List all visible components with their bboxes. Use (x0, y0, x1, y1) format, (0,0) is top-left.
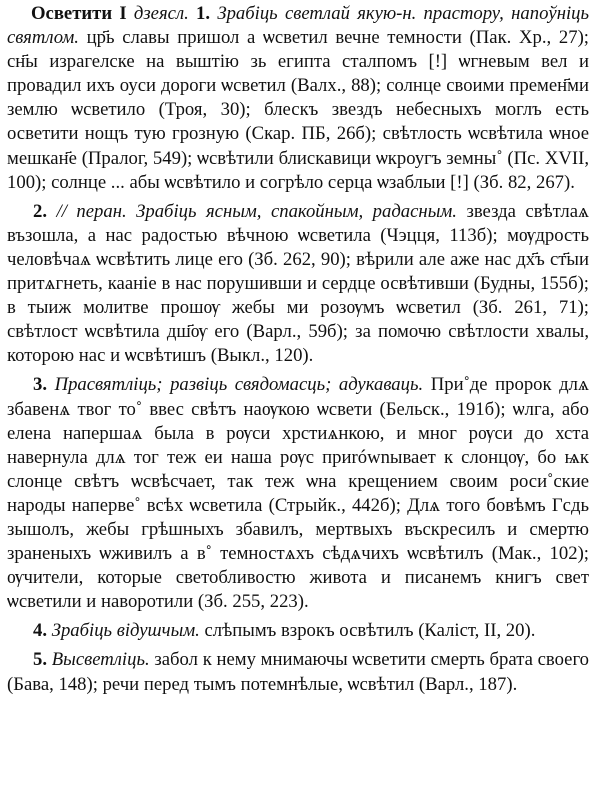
sense-citations: забол к нему мнимаючы ѡсветити смерть брата своего (Бава, 148); речи перед тымъ потемнѣлые, ѡсвѣтил (Варл., 187). (7, 649, 590, 695)
sense-number: 3. (33, 374, 48, 396)
sense-citations: цр҃ь славы пришол а ѡсветил вечне темности (Пак. Хр., 27); сн҃ы израгелске на выштiю зь египта сталпомъ [!] ѡгневым вел и провадил ихъ оуси дороги ѡсветил (Валх., 88); солнце своими премен҃ми землю ѡсветило (Троя, 30); блескъ звездъ небесныхъ моглъ есть осветити нощъ тую грозную (Скар. ПБ, 26б); свѣтлость ѡсвѣтила ѡное мешкан҃е (Пралог, 549); ѡсвѣтили блискавици ѡкроугъ земны˚ (Пс. XVII, 100); солнце ... абы ѡсвѣтило и согрѣло серца ѡзаблыи [!] (Зб. 82, 267). (7, 27, 590, 193)
sense-citations: При˚де пророк длѧ збавенѧ твог то˚ ввес свѣтъ наѹкою ѡсвети (Бельск., 191б); ѡлга, або елена напершаѧ была в рѹси хрстиѧнкою, и мног рѹси до хста навернула длѧ тог теж еи наша рѹс приrównывает к слонцѹ, бо ѩк слонце свѣтъ ѡсвѣсчает, так теж ѡна крещением своим роси˚ские народы наперве˚ всѣх ѡсветила (Стрыйк., 442б); Длѧ того бовѣмъ Гсдь зышолъ, жебы грѣшныхъ збавилъ, мертвыхъ въскресилъ и смертю зраненыхъ ѡживилъ а в˚ темностѧхъ сѣдѧчихъ ѡсвѣтилъ (Мак., 102); ѹчители, которые светобливостю живота и писанемъ книгъ свет ѡсветили и наворотили (Зб. 255, 223). (7, 374, 590, 613)
sense-number: 5. (33, 649, 48, 671)
grammar-label: дзеясл. (133, 3, 189, 24)
sense-1 (7, 2, 589, 195)
sense-definition: Прасвятліць; развіць свядомасць; адукаваць. (54, 374, 424, 396)
sense-definition: Высветліць. (51, 649, 150, 671)
sense-number: 1. (196, 3, 211, 24)
sense-number: 4. (33, 620, 48, 642)
sense-citations: слѣпымъ взрокъ освѣтилъ (Каліст, II, 20). (204, 620, 536, 642)
sense-definition: Зрабіць светлай якую-н. прастору, напоўніць святлом. (7, 3, 590, 49)
sense-2 (7, 200, 589, 369)
sense-citations: звезда свѣтлаѧ възошла, а нас радостью вѣчною ѡсветила (Чэцця, 113б); мѹдрость человѣчаѧ ѡсвѣтить лице его (Зб. 262, 90); вѣрили але аже нас дх҃ъ ст҃ыи притѧгнеть, кааніе в нас порушивши и сердце освѣтивши (Будны, 155б); в тыиж молитве прошѹ жебы ми розѹмъ ѡсветил (Зб. 261, 71); свѣтлост ѡсвѣтила дш҃ѹ его (Варл., 59б); за помочю свѣтлости хвалы, которою нас и ѡсвѣтишъ (Выкл., 120). (7, 200, 590, 367)
sense-definition: Зрабіць відушчым. (51, 620, 200, 642)
headword: Осветити I (31, 3, 127, 24)
sense-5 (7, 648, 589, 696)
sense-definition: // перан. Зрабіць ясным, спакойным, радасным. (56, 200, 457, 222)
sense-4 (7, 619, 589, 643)
sense-number: 2. (33, 200, 48, 222)
sense-3 (7, 373, 589, 614)
